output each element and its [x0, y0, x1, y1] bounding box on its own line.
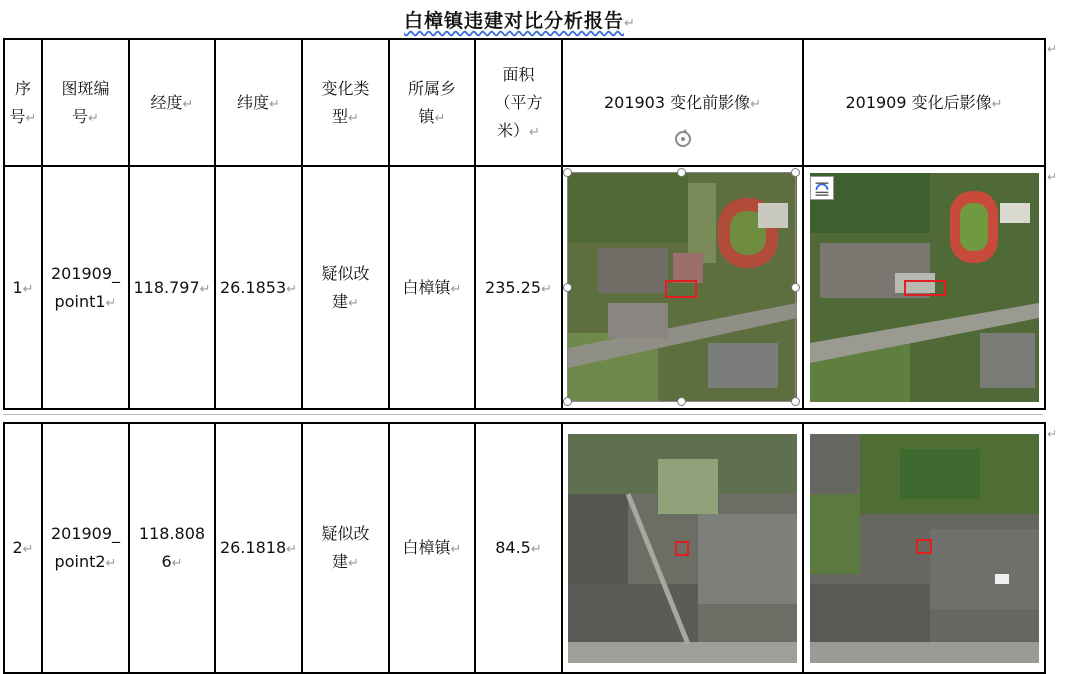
paragraph-mark: ↵ — [624, 16, 636, 31]
row2-seq: 2↵ — [4, 423, 42, 673]
header-id-line1: 图斑编 — [61, 78, 110, 98]
row1-type — [302, 166, 389, 409]
report-title-text: 白樟镇违建对比分析报告 — [404, 10, 625, 32]
row1-id-line1: 201909_ — [50, 263, 121, 283]
resize-handle-top-left[interactable] — [563, 168, 572, 177]
row-end-mark-3: ↵ — [1047, 427, 1058, 441]
row2-id — [42, 423, 129, 673]
layout-options-icon[interactable] — [810, 176, 834, 200]
rotate-handle-icon[interactable] — [672, 128, 694, 150]
resize-handle-top-right[interactable] — [791, 168, 800, 177]
row2-after-satellite-image[interactable] — [810, 434, 1039, 663]
row2-area: 84.5↵ — [475, 423, 562, 673]
comparison-table-part-1 — [3, 38, 1046, 410]
header-area — [475, 39, 562, 166]
resize-handle-bottom-left[interactable] — [563, 397, 572, 406]
row2-lon-line2: 6↵ — [161, 552, 183, 571]
header-town-line1: 所属乡 — [407, 78, 456, 98]
header-id-line2: 号↵ — [72, 106, 99, 126]
row1-id-line2: point1↵ — [54, 291, 117, 311]
row2-lon-line1: 118.808 — [138, 524, 206, 543]
row2-type — [302, 423, 389, 673]
header-type-line1: 变化类 — [321, 78, 370, 98]
row2-town: 白樟镇↵ — [389, 423, 475, 673]
header-seq — [4, 39, 42, 166]
header-lat: 纬度↵ — [215, 39, 302, 166]
row1-area: 235.25↵ — [475, 166, 562, 409]
row2-before-satellite-image[interactable] — [568, 434, 797, 663]
row-end-mark-2: ↵ — [1047, 170, 1058, 184]
row2-type-line1: 疑似改 — [321, 524, 370, 543]
row1-after-image-cell — [803, 166, 1045, 409]
header-row — [4, 39, 1045, 166]
row2-lon — [129, 423, 215, 673]
resize-handle-left[interactable] — [563, 283, 572, 292]
header-area-line1: 面积 — [502, 64, 535, 84]
header-seq-line2: 号↵ — [9, 106, 37, 126]
resize-handle-bottom[interactable] — [677, 397, 686, 406]
row-end-mark-1: ↵ — [1047, 42, 1058, 56]
row1-id — [42, 166, 129, 409]
header-type — [302, 39, 389, 166]
header-seq-line1: 序 — [14, 78, 31, 98]
report-title — [0, 6, 1040, 33]
row1-lon: 118.797↵ — [129, 166, 215, 409]
row2-lat: 26.1818↵ — [215, 423, 302, 673]
row1-town: 白樟镇↵ — [389, 166, 475, 409]
row1-lat: 26.1853↵ — [215, 166, 302, 409]
header-area-line2: （平方 — [494, 92, 543, 112]
header-lon: 经度↵ — [129, 39, 215, 166]
row2-after-image-cell — [803, 423, 1045, 673]
row2-type-line2: 建↵ — [332, 552, 359, 571]
table-row — [4, 423, 1045, 673]
row1-type-line2: 建↵ — [332, 291, 359, 311]
row1-after-satellite-image[interactable] — [810, 173, 1039, 402]
header-type-line2: 型↵ — [332, 106, 359, 126]
table-row — [4, 166, 1045, 409]
row1-type-line1: 疑似改 — [321, 263, 370, 283]
header-id — [42, 39, 129, 166]
header-town — [389, 39, 475, 166]
resize-handle-bottom-right[interactable] — [791, 397, 800, 406]
row2-id-line1: 201909_ — [50, 524, 121, 543]
header-before-image: 201903 变化前影像↵ — [562, 39, 803, 166]
resize-handle-top[interactable] — [677, 168, 686, 177]
row1-seq: 1↵ — [4, 166, 42, 409]
row2-before-image-cell — [562, 423, 803, 673]
header-area-line3: 米）↵ — [497, 120, 540, 140]
comparison-table-part-2 — [3, 422, 1046, 674]
header-town-line2: 镇↵ — [418, 106, 446, 126]
resize-handle-right[interactable] — [791, 283, 800, 292]
row1-before-satellite-image[interactable] — [568, 173, 797, 402]
table-split-line — [3, 414, 1043, 415]
row2-id-line2: point2↵ — [54, 552, 117, 571]
row1-before-image-cell — [562, 166, 803, 409]
header-after-image: 201909 变化后影像↵ — [803, 39, 1045, 166]
